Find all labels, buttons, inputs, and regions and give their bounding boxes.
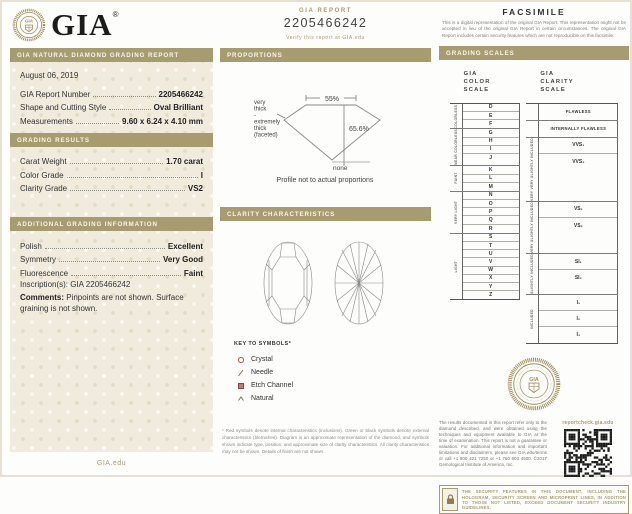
key-item-label: Needle (251, 369, 274, 376)
scale-group (450, 233, 520, 301)
section-header-grading-results: GRADING RESULTS (10, 133, 213, 147)
culet-label: none (333, 165, 348, 172)
lock-icon (442, 488, 458, 511)
scale-group-rows (462, 234, 520, 300)
scale-group-rows (462, 129, 520, 165)
dot-leader (71, 275, 181, 276)
report-date: August 06, 2019 (20, 71, 79, 80)
depth-percent-label: 65.6% (349, 126, 369, 133)
scale-group-label: SLIGHTLY INCLUDED (530, 254, 535, 295)
comments-text: Pinpoints are not shown. Surface graining is not shown. (20, 292, 184, 313)
scale-grade-cell: SI₂ (574, 275, 582, 282)
scale-group-label: FAINT (453, 172, 458, 185)
scale-group (526, 201, 618, 253)
scale-group-label: VERY VERY SLIGHTLY INCLUDED (530, 137, 535, 201)
row-label: Carat Weight (20, 157, 67, 166)
scale-grade-cell: W (463, 267, 519, 275)
scale-group (526, 253, 618, 294)
svg-text:GIA: GIA (24, 18, 34, 24)
shape-row (20, 99, 203, 113)
row-label: Measurements (20, 116, 73, 126)
scale-grade-cell: I₁ (539, 295, 617, 311)
section-header-grading-report: GIA NATURAL DIAMOND GRADING REPORT (10, 48, 213, 62)
girdle-label-line: thick (254, 106, 267, 113)
scale-grade-cell: Q (463, 216, 519, 224)
carat-weight-row (20, 153, 203, 167)
scale-group-label: VERY LIGHT (453, 200, 458, 224)
girdle-label-line: thick (254, 126, 267, 132)
row-value: Faint (183, 268, 203, 278)
scale-grade-cell: J (489, 155, 493, 162)
reportcheck-link[interactable]: reportcheck.gia.edu (562, 420, 614, 427)
scale-group-rows (538, 104, 618, 120)
gia-security-seal (439, 357, 629, 411)
scale-group-rows (538, 295, 618, 343)
key-item-label: Etch Channel (251, 382, 294, 389)
scale-grade-cell: G (463, 129, 519, 137)
security-notice-bar (439, 485, 629, 514)
security-notice-text: THE SECURITY FEATURES IN THIS DOCUMENT, INCLUDING THE HOLOGRAM, SECURITY SCREEN AND MICROPRINT LINES, IN ADDITION TO THOSE NOT LISTED, EXCEED DOCUMENT SECURITY INDUSTRY GUIDELINES. (462, 489, 626, 511)
gia-seal-icon (12, 8, 46, 42)
diamond-plot-pavilion (335, 242, 383, 324)
needle-icon (236, 369, 246, 377)
key-to-symbols-list (236, 353, 431, 405)
scale-grade-cell: FLAWLESS (565, 109, 591, 115)
gia-edu-link[interactable]: GIA.edu (96, 460, 127, 467)
dot-leader (109, 109, 150, 110)
diamond-plot-crown (264, 242, 312, 324)
scale-grade-cell: INTERNALLY FLAWLESS (550, 126, 607, 132)
symbols-footnote: * Red symbols denote internal characteristics (inclusions). Green or black symbols denote external characteristics (blemishes). Diagram is an approximate representation of the diamond, and symbols shown indicate type, position, and approximate size of clarity characteristics. All clarity characteristics may not be shown. Details of finish are not shown. (222, 428, 429, 454)
scale-grade-cell: D (463, 104, 519, 112)
row-value: Excellent (167, 241, 203, 251)
color-scale-title: GIA COLOR SCALE (463, 70, 491, 93)
scale-group-rows (462, 166, 520, 191)
registered-mark: ® (112, 10, 119, 19)
report-number: 2205466242 (283, 16, 368, 30)
girdle-label-line: very (254, 100, 266, 106)
scale-grade-cell: Z (489, 292, 493, 299)
left-panel (10, 48, 213, 452)
dot-leader (70, 163, 164, 164)
polish-row (20, 237, 203, 251)
scale-group (450, 191, 520, 233)
additional-info-section (10, 231, 213, 321)
facsimile-body: This is a digital representation of the original GIA Report. This representation might not be accepted in lieu of the original GIA Report in certain circumstances. The original GIA Report includes certain security features which are not reproducible on this facsimile. (442, 20, 626, 38)
crystal-icon (236, 356, 246, 364)
grading-scales-area (439, 60, 629, 344)
scale-grade-cell: E (463, 112, 519, 120)
row-value: I (200, 170, 203, 180)
dot-leader (93, 96, 155, 97)
scale-grade-cell: H (463, 138, 519, 146)
row-label: GIA Report Number (20, 89, 91, 99)
clarity-scale-block (526, 70, 618, 344)
scale-grade-cell: Y (463, 283, 519, 291)
scale-group-label (526, 121, 538, 137)
girdle-label-line: (faceted) (254, 132, 278, 139)
scale-grade-cell: K (463, 166, 519, 174)
scale-grade-cell: M (488, 183, 493, 190)
svg-text:GIA: GIA (529, 377, 539, 384)
key-item-crystal (236, 353, 431, 366)
scale-grade-cell: VS₂ (573, 222, 583, 229)
row-label: Shape and Cutting Style (20, 103, 107, 112)
scale-group-rows (462, 104, 520, 129)
grading-results-section (10, 147, 213, 218)
symmetry-row (20, 251, 203, 265)
scale-grade-cell: X (463, 275, 519, 283)
facsimile-title: FACSIMILE (502, 7, 566, 17)
comments-label: Comments: (20, 292, 65, 302)
scale-group-label: VERY SLIGHTLY INCLUDED (530, 201, 535, 254)
section-header-additional-info: ADDITIONAL GRADING INFORMATION (10, 217, 213, 231)
scale-group-label (526, 104, 538, 120)
scale-group-label: COLORLESS (453, 104, 458, 129)
row-label: Polish (20, 241, 42, 251)
report-info-section (10, 62, 213, 133)
etch-channel-icon (236, 382, 246, 390)
scale-grade-cell: U (463, 250, 519, 258)
scale-group (526, 103, 618, 120)
comments-line (20, 292, 203, 314)
key-item-label: Natural (251, 395, 274, 402)
gia-logo (10, 8, 213, 46)
dot-leader (76, 123, 119, 124)
color-grade-row (20, 166, 203, 180)
scale-group-label: NEAR COLORLESS (453, 129, 458, 166)
left-column (10, 8, 213, 467)
clarity-scale-title: GIA CLARITY SCALE (540, 70, 574, 93)
scale-group (450, 103, 520, 129)
scale-group-rows (538, 254, 618, 294)
girdle-label-line: - (254, 113, 256, 119)
scale-grade-cell: I₂ (539, 311, 617, 327)
scale-group-label: LIGHT (453, 260, 458, 273)
dot-leader (45, 248, 165, 249)
section-header-clarity-characteristics: CLARITY CHARACTERISTICS (220, 207, 431, 221)
gia-seal-large-icon (507, 357, 561, 411)
right-column (439, 7, 629, 514)
report-number-row (20, 85, 203, 99)
scale-grade-cell: V (463, 258, 519, 266)
scale-grade-cell: F (489, 121, 493, 128)
qr-area (547, 420, 629, 477)
row-value: Oval Brilliant (153, 103, 203, 112)
row-value: 9.60 x 6.24 x 4.10 mm (122, 116, 203, 126)
proportions-diagram (220, 67, 431, 185)
scale-grade-cell: SI₁ (539, 254, 617, 270)
row-label: Color Grade (20, 170, 64, 180)
qr-code[interactable] (564, 429, 612, 477)
key-item-needle (236, 366, 431, 379)
key-item-natural (236, 392, 431, 405)
scale-grade-cell: VS₁ (539, 202, 617, 218)
table-percent-label: 55% (324, 96, 340, 103)
row-label: Fluorescence (20, 268, 69, 278)
row-label: Symmetry (20, 255, 56, 264)
key-item-label: Crystal (251, 356, 273, 363)
middle-column (220, 8, 431, 455)
measurements-row (20, 112, 203, 126)
key-item-etch-channel (236, 379, 431, 392)
scale-group (526, 294, 618, 344)
row-value: Very Good (162, 255, 203, 264)
scale-group (450, 128, 520, 165)
verify-report-link[interactable]: Verify this report at GIA.edu (286, 35, 365, 41)
legal-row (439, 420, 629, 477)
scale-grade-cell: O (463, 200, 519, 208)
scale-grade-cell: S (463, 234, 519, 242)
dot-leader (59, 261, 160, 262)
scale-grade-cell: T (463, 242, 519, 250)
fluorescence-row (20, 264, 203, 278)
row-value: VS2 (187, 184, 203, 193)
scale-grade-cell: I₃ (576, 332, 581, 339)
inscription-line: Inscription(s): GIA 2205466242 (20, 279, 131, 289)
scale-grade-cell: VVS₁ (539, 138, 617, 154)
dot-leader (67, 177, 198, 178)
legal-text: The results documented in this report refer only to the diamond described, and were obtained using the techniques and equipment available to GIA at the time of examination. This report is not a guarantee or valuation. For additional information and important limitations and disclaimers, please see GIA.edu/terms or call +1 800 421 7250 or +1 760 603 4500. ©2017 Gemological Institute of America, Inc. (439, 420, 547, 467)
section-header-proportions: PROPORTIONS (220, 48, 431, 62)
scale-group (526, 137, 618, 201)
scale-group-rows (538, 138, 618, 201)
scale-grade-cell: N (463, 192, 519, 200)
row-label: Clarity Grade (20, 184, 68, 193)
section-header-grading-scales: GRADING SCALES (439, 46, 629, 60)
scale-group-rows (538, 202, 618, 253)
clarity-grade-row (20, 180, 203, 194)
scale-grade-cell: R (488, 225, 493, 232)
scale-grade-cell: VVS₂ (572, 158, 585, 165)
natural-icon (236, 395, 246, 403)
row-value: 1.70 carat (166, 157, 203, 166)
dot-leader (70, 190, 185, 191)
girdle-label-line: extremely (254, 119, 281, 126)
gia-logo-text: GIA (51, 7, 113, 42)
gia-report-label: GIA REPORT (298, 8, 353, 14)
scale-group-rows (462, 192, 520, 233)
scale-group-label: INCLUDED (530, 309, 535, 330)
scale-grade-cell: I (463, 146, 519, 154)
clarity-plot-diagrams (220, 233, 431, 333)
row-value: 2205466242 (158, 89, 203, 99)
proportions-caption: Profile not to actual proportions (276, 177, 374, 184)
key-to-symbols-title: KEY TO SYMBOLS* (234, 341, 292, 347)
scale-grade-cell: P (463, 208, 519, 216)
color-scale-block (450, 70, 520, 344)
scale-group-rows (538, 121, 618, 137)
scale-grade-cell: L (463, 175, 519, 183)
scale-group (450, 165, 520, 191)
clarity-scale-table (526, 103, 618, 344)
scale-group (526, 120, 618, 137)
color-scale-table (450, 103, 520, 300)
